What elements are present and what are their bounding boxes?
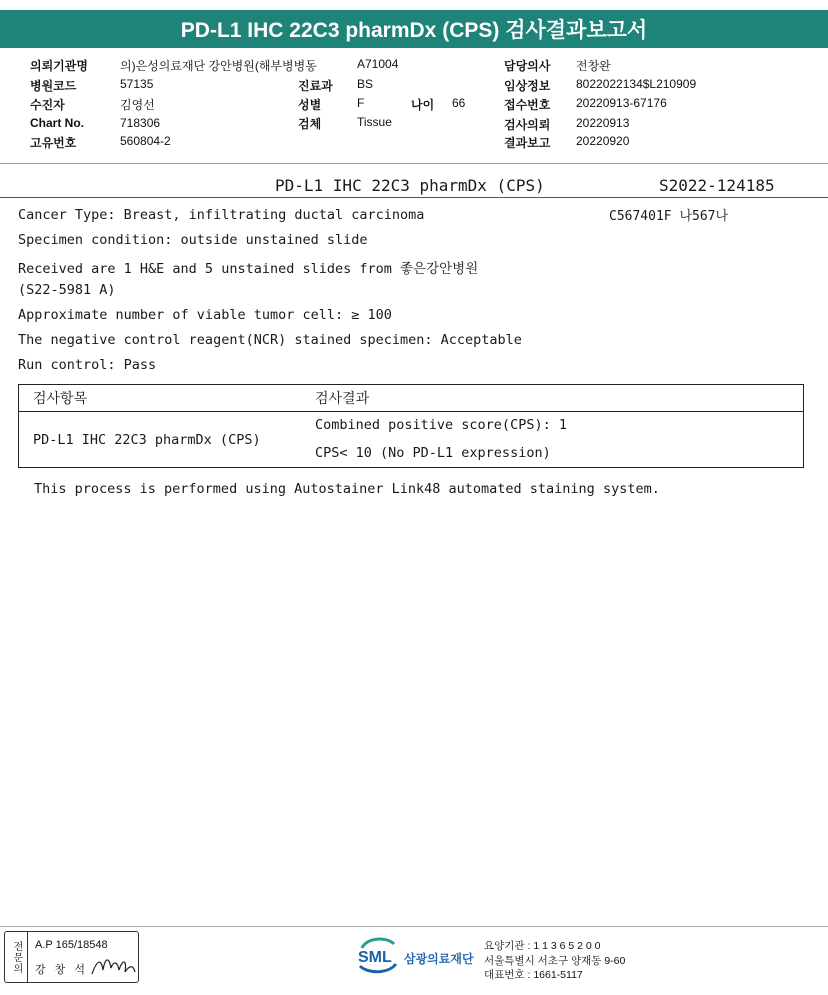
- report-date-label: 결과보고: [504, 136, 551, 150]
- department-label: 진료과: [298, 79, 333, 93]
- table-header-item: 검사항목: [33, 391, 88, 407]
- result-table: [18, 384, 804, 468]
- specimen-ref-line: (S22-5981 A): [18, 282, 116, 298]
- receipt-no-label: 접수번호: [504, 98, 551, 112]
- department-value: BS: [357, 77, 374, 91]
- test-name-heading: PD-L1 IHC 22C3 pharmDx (CPS): [275, 176, 545, 195]
- table-item-name: PD-L1 IHC 22C3 pharmDx (CPS): [33, 432, 261, 448]
- report-title: PD-L1 IHC 22C3 pharmDx (CPS) 검사결과보고서: [0, 10, 828, 48]
- specimen-condition-line: Specimen condition: outside unstained slide: [18, 232, 368, 248]
- age-label: 나이: [411, 98, 435, 112]
- run-control-line: Run control: Pass: [18, 357, 157, 373]
- sex-label: 성별: [298, 98, 322, 112]
- secondary-id: C567401F 나567나: [609, 209, 729, 224]
- report-number: S2022-124185: [659, 176, 775, 195]
- stamp-side-text: 전문의: [11, 940, 22, 974]
- table-result-cps: Combined positive score(CPS): 1: [315, 417, 567, 433]
- specimen-value: Tissue: [357, 115, 392, 129]
- chart-no-label: Chart No.: [30, 116, 84, 130]
- stamp-side-label: [5, 932, 28, 982]
- unique-no-value: 560804-2: [120, 134, 171, 148]
- stamp-license: A.P 165/18548: [35, 939, 108, 951]
- patient-label: 수진자: [30, 98, 65, 112]
- specimen-label: 검체: [298, 117, 322, 131]
- logo-text: SML: [358, 949, 392, 966]
- hospital-code-value: 57135: [120, 77, 154, 91]
- clinical-info-value: 8022022134$L210909: [576, 77, 697, 91]
- pathologist-stamp: [4, 931, 139, 983]
- age-value: 66: [452, 96, 466, 110]
- institution-label: 의뢰기관명: [30, 59, 88, 73]
- org-name: 삼광의료재단: [404, 952, 474, 966]
- footer-divider: [0, 926, 828, 927]
- cancer-type-line: Cancer Type: Breast, infiltrating ductal carcinoma: [18, 207, 425, 223]
- table-result-interpretation: CPS< 10 (No PD-L1 expression): [315, 445, 551, 461]
- tumor-cell-line: Approximate number of viable tumor cell: ≥ 100: [18, 307, 392, 323]
- org-address: 서울특별시 서초구 양재동 9-60: [484, 955, 626, 967]
- hospital-code-label: 병원코드: [30, 79, 77, 93]
- patient-value: 김영선: [120, 98, 155, 112]
- process-note: This process is performed using Autostainer Link48 automated staining system.: [34, 481, 660, 497]
- org-phone: 대표번호 : 1661-5117: [484, 969, 583, 981]
- table-header-divider: [19, 411, 803, 412]
- institution-code: A71004: [357, 57, 399, 71]
- table-header-result: 검사결과: [315, 391, 370, 407]
- request-date-value: 20220913: [576, 116, 630, 130]
- institution-value: 의)은성의료재단 강안병원(해부병병동: [120, 59, 317, 73]
- received-line: Received are 1 H&E and 5 unstained slides from 좋은강안병원: [18, 261, 479, 277]
- receipt-no-value: 20220913-67176: [576, 96, 667, 110]
- sex-value: F: [357, 96, 365, 110]
- clinical-info-label: 임상정보: [504, 79, 551, 93]
- doctor-label: 담당의사: [504, 59, 551, 73]
- unique-no-label: 고유번호: [30, 136, 77, 150]
- institution-number: 요양기관 : 1 1 3 6 5 2 0 0: [484, 940, 601, 952]
- doctor-value: 전창완: [576, 59, 611, 73]
- report-title-divider: [0, 197, 828, 198]
- chart-no-value: 718306: [120, 116, 161, 130]
- stamp-name: 강 창 석: [35, 964, 88, 976]
- report-date-value: 20220920: [576, 134, 630, 148]
- ncr-line: The negative control reagent(NCR) stained specimen: Acceptable: [18, 332, 522, 348]
- signature-icon: [89, 952, 137, 980]
- header-divider: [0, 163, 828, 164]
- request-date-label: 검사의뢰: [504, 118, 551, 132]
